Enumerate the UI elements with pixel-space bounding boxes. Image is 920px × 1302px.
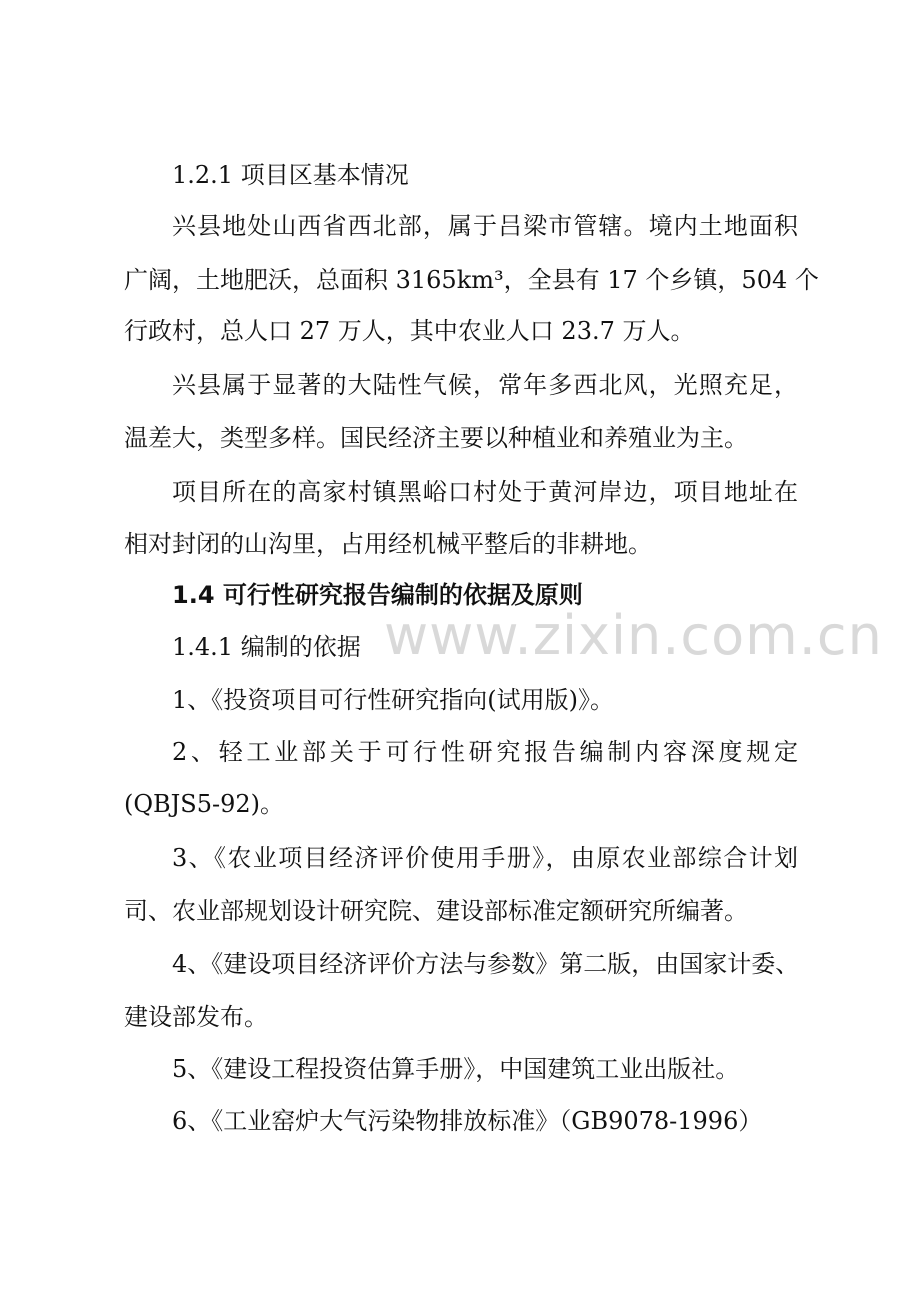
list-item: 5、《建设工程投资估算手册》，中国建筑工业出版社。 (172, 1055, 740, 1083)
paragraph-line: 温差大，类型多样。国民经济主要以种植业和养殖业为主。 (124, 424, 748, 452)
paragraph-line: 行政村，总人口 27 万人，其中农业人口 23.7 万人。 (124, 317, 695, 345)
heading-1-2-1: 1.2.1 项目区基本情况 (172, 161, 409, 189)
heading-1-4-1: 1.4.1 编制的依据 (172, 633, 361, 661)
watermark: www.zixin.com.cn (384, 604, 883, 667)
list-item-continuation: 建设部发布。 (124, 1003, 268, 1031)
list-item-continuation: (QBJS5-92)。 (124, 790, 285, 818)
list-item: 4、《建设项目经济评价方法与参数》第二版，由国家计委、 (172, 950, 800, 978)
list-item-continuation: 司、农业部规划设计研究院、建设部标准定额研究所编著。 (124, 897, 748, 925)
list-item: 3、《农业项目经济评价使用手册》，由原农业部综合计划 (172, 844, 798, 872)
paragraph-line: 项目所在的高家村镇黑峪口村处于黄河岸边，项目地址在 (172, 478, 798, 506)
list-item: 2、轻工业部关于可行性研究报告编制内容深度规定 (172, 738, 798, 766)
list-item: 6、《工业窑炉大气污染物排放标准》（GB9078-1996） (172, 1107, 763, 1135)
paragraph-line: 相对封闭的山沟里，占用经机械平整后的非耕地。 (124, 530, 652, 558)
paragraph-line: 广阔，土地肥沃，总面积 3165km³，全县有 17 个乡镇，504 个 (124, 266, 819, 294)
paragraph-line: 兴县地处山西省西北部，属于吕梁市管辖。境内土地面积 (172, 212, 798, 240)
paragraph-line: 兴县属于显著的大陆性气候，常年多西北风，光照充足， (172, 371, 798, 399)
heading-1-4: 1.4 可行性研究报告编制的依据及原则 (172, 581, 583, 609)
list-item: 1、《投资项目可行性研究指向(试用版)》。 (172, 686, 614, 714)
